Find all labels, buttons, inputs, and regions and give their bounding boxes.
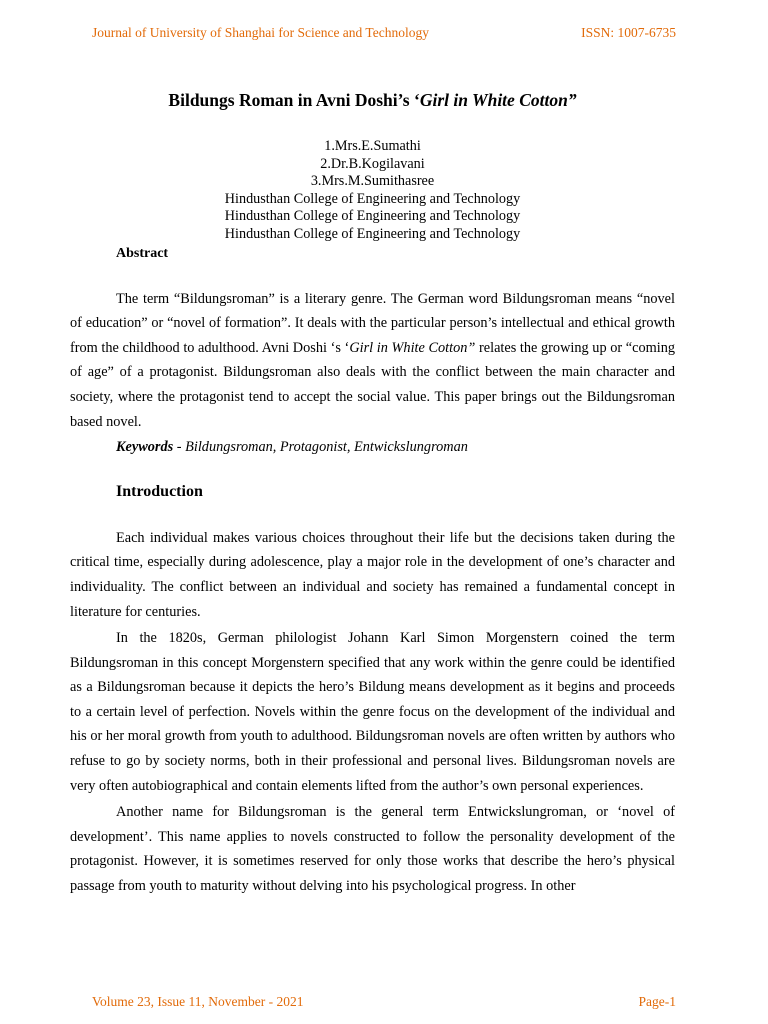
author-affiliation: Hindusthan College of Engineering and Technology xyxy=(224,190,521,207)
author-affiliation: Hindusthan College of Engineering and Technology xyxy=(224,208,521,225)
paper-title-novel: Girl in White Cotton” xyxy=(419,90,577,110)
introduction-paragraph: In the 1820s, German philologist Johann Karl Simon Morgenstern coined the term Bildungsroman in this concept Morgenstern specified that any work within the genre could be identified as a Bildungsroman because it depicts the hero’s Bildung means development as it begins and proceeds to a certain level of perfection. Novels within the genre focus on the development of the individual and his or her moral growth from youth to adulthood. Bildungsroman novels are often written by authors who refuse to go by society norms, both in their professional and personal lives. Bildungsroman novels are very often autobiographical and contain elements lifted from the author’s own personal experiences. xyxy=(70,630,675,794)
keywords-label: Keywords xyxy=(116,439,174,456)
abstract-heading: Abstract xyxy=(116,245,169,261)
abstract-paragraph xyxy=(70,287,675,435)
journal-name: Journal of University of Shanghai for Science and Technology xyxy=(92,25,429,40)
running-footer xyxy=(92,994,676,1016)
page-number: Page-1 xyxy=(638,994,676,1009)
issn-number: ISSN: 1007-6735 xyxy=(581,25,676,40)
author-name: 1.Mrs.E.Sumathi xyxy=(324,138,421,154)
author-name: 3.Mrs.M.Sumithasree xyxy=(310,173,435,190)
author-name: 2.Dr.B.Kogilavani xyxy=(320,155,425,172)
introduction-paragraph: Another name for Bildungsroman is the general term Entwickslungroman, or ‘novel of development’. This name applies to novels constructed to follow the personality development of the protagonist. However, it is sometimes reserved for only those works that describe the hero’s physical passage from youth to maturity without delving into his psychological progress. In other xyxy=(70,804,675,895)
keywords-values: - Bildungsroman, Protagonist, Entwickslungroman xyxy=(173,439,468,456)
introduction-paragraph: Each individual makes various choices throughout their life but the decisions taken during the critical time, especially during adolescence, play a major role in the development of one’s character and individuality. The conflict between an individual and society has remained a fundamental concept in literature for centuries. xyxy=(70,529,675,620)
page-content xyxy=(70,86,675,899)
introduction-heading: Introduction xyxy=(116,482,203,500)
paper-title-prefix: Bildungs Roman in Avni Doshi’s ‘ xyxy=(168,90,420,110)
abstract-text-part: relates the growing up or “coming of age” of a protagonist. Bildungsroman also deals with the conflict between the main character and society, where the protagonist tend to accept the social value. This paper brings out the Bildungsroman based novel. xyxy=(70,339,675,430)
author-block xyxy=(70,138,675,244)
abstract-text-part: The term “Bildungsroman” is a literary genre. The German word Bildungsroman means “novel of education” or “novel of formation”. It deals with the particular person’s intellectual and ethical growth from the childhood to adulthood. Avni Doshi ‘s ‘ xyxy=(70,290,675,356)
novel-title-inline: Girl in White Cotton” xyxy=(349,339,476,356)
author-affiliation: Hindusthan College of Engineering and Technology xyxy=(224,225,521,242)
volume-issue: Volume 23, Issue 11, November - 2021 xyxy=(92,994,304,1009)
running-header xyxy=(92,25,676,47)
keywords-line xyxy=(116,435,675,460)
paper-title xyxy=(70,86,675,114)
